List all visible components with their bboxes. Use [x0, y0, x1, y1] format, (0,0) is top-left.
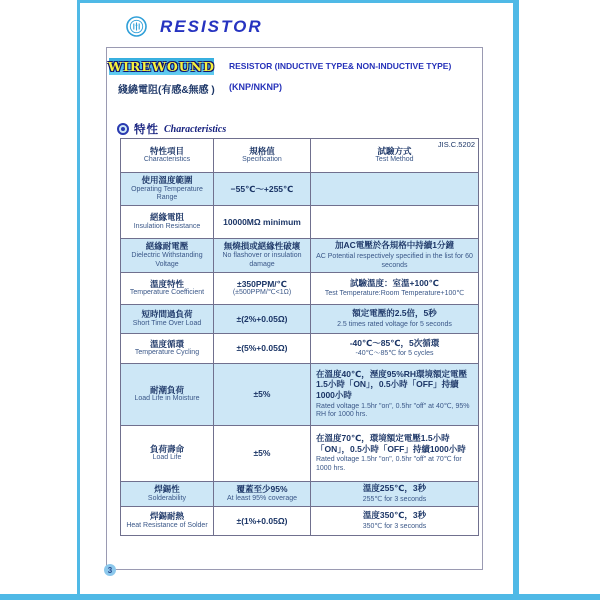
table-row — [121, 482, 479, 507]
cell-test-method: 在溫度70℃，環境額定電壓1.5小時「ON」，0.5小時「OFF」持續1000小時 Rated voltage 1.5hr "on", 0.5hr "off" at 70℃ for 1000 hrs. — [311, 426, 479, 482]
standard-reference: JIS.C.5202 — [437, 140, 475, 149]
content-frame — [106, 47, 483, 570]
table-row — [121, 507, 479, 536]
banner-label: WIREWOUND — [108, 59, 215, 74]
table-row — [121, 173, 479, 206]
page-border-top — [77, 0, 519, 3]
page-border-bottom — [0, 594, 600, 600]
cell-specification: ±(5%+0.05Ω) — [214, 334, 311, 364]
brand-title: RESISTOR — [160, 16, 263, 36]
page-border-left — [77, 0, 80, 594]
table-header-row — [121, 139, 479, 173]
cell-test-method: 溫度255℃，3秒 255℃ for 3 seconds — [311, 482, 479, 507]
section-bullet-icon — [117, 123, 129, 135]
cell-characteristic: 絕緣電阻 Insulation Resistance — [121, 206, 214, 239]
cell-specification: ±(2%+0.05Ω) — [214, 305, 311, 334]
cell-characteristic: 使用溫度範圍 Operating Temperature Range — [121, 173, 214, 206]
cell-test-method: 額定電壓的2.5倍，5秒 2.5 times rated voltage for 5 seconds — [311, 305, 479, 334]
cell-test-method — [311, 206, 479, 239]
cell-characteristic: 溫度循環 Temperature Cycling — [121, 334, 214, 364]
table-row — [121, 305, 479, 334]
cell-characteristic: 焊錫性 Solderability — [121, 482, 214, 507]
part-code: (KNP/NKNP) — [229, 82, 282, 92]
cell-characteristic: 絕緣耐電壓 Dielectric Withstanding Voltage — [121, 239, 214, 273]
section-label-en: Characteristics — [164, 123, 227, 135]
cell-specification: ±5% — [214, 426, 311, 482]
brand-logo-icon — [126, 16, 147, 37]
cell-test-method: 溫度350℃，3秒 350℃ for 3 seconds — [311, 507, 479, 536]
cell-specification: 10000MΩ minimum — [214, 206, 311, 239]
brand-header — [126, 16, 263, 37]
cell-test-method: -40℃～85℃，5次循環 -40℃～85℃ for 5 cycles — [311, 334, 479, 364]
cell-characteristic: 耐潮負荷 Load Life in Moisture — [121, 364, 214, 426]
table-header-cell: 規格值 Specification — [214, 139, 311, 173]
page-number-badge: 3 — [104, 564, 116, 576]
table-row — [121, 206, 479, 239]
cell-specification: −55℃～+255℃ — [214, 173, 311, 206]
cell-specification: ±(1%+0.05Ω) — [214, 507, 311, 536]
table-row — [121, 273, 479, 305]
cell-characteristic: 短時間過負荷 Short Time Over Load — [121, 305, 214, 334]
cell-specification: ±5% — [214, 364, 311, 426]
page-border-right — [513, 0, 519, 600]
characteristics-table-wrap — [120, 138, 478, 536]
cell-characteristic: 焊錫耐熱 Heat Resistance of Solder — [121, 507, 214, 536]
wirewound-banner — [109, 58, 214, 75]
table-row — [121, 239, 479, 273]
product-title-en: RESISTOR (INDUCTIVE TYPE& NON-INDUCTIVE TYPE) — [229, 61, 452, 71]
cell-characteristic: 負荷壽命 Load Life — [121, 426, 214, 482]
cell-test-method: 在溫度40℃，溼度95%RH環境額定電壓1.5小時「ON」，0.5小時「OFF」持續1000小時 Rated voltage 1.5hr "on", 0.5hr "off" at 40℃, 95% RH for 1000 hrs. — [311, 364, 479, 426]
table-row — [121, 426, 479, 482]
cell-test-method — [311, 173, 479, 206]
section-label-cn: 特性 — [134, 124, 159, 136]
table-row — [121, 364, 479, 426]
section-header — [117, 121, 226, 137]
cell-specification: 覆蓋至少95% At least 95% coverage — [214, 482, 311, 507]
cell-specification: ±350PPM/℃ (±500PPM/℃<1Ω) — [214, 273, 311, 305]
table-row — [121, 334, 479, 364]
cell-characteristic: 溫度特性 Temperature Coefficient — [121, 273, 214, 305]
characteristics-table — [120, 138, 479, 536]
table-header-cell: 特性項目 Characteristics — [121, 139, 214, 173]
table-header-cell: 試驗方式 Test Method — [311, 139, 479, 173]
cell-test-method: 試驗溫度：室溫+100℃ Test Temperature:Room Temperature+100℃ — [311, 273, 479, 305]
cell-specification: 無燒損或絕緣性破壞 No flashover or insulation damage — [214, 239, 311, 273]
product-title-cn: 綫繞電阻(有感&無感 ) — [118, 85, 215, 96]
cell-test-method: 加AC電壓於各規格中持續1分鐘 AC Potential respectively specified in the list for 60 seconds — [311, 239, 479, 273]
